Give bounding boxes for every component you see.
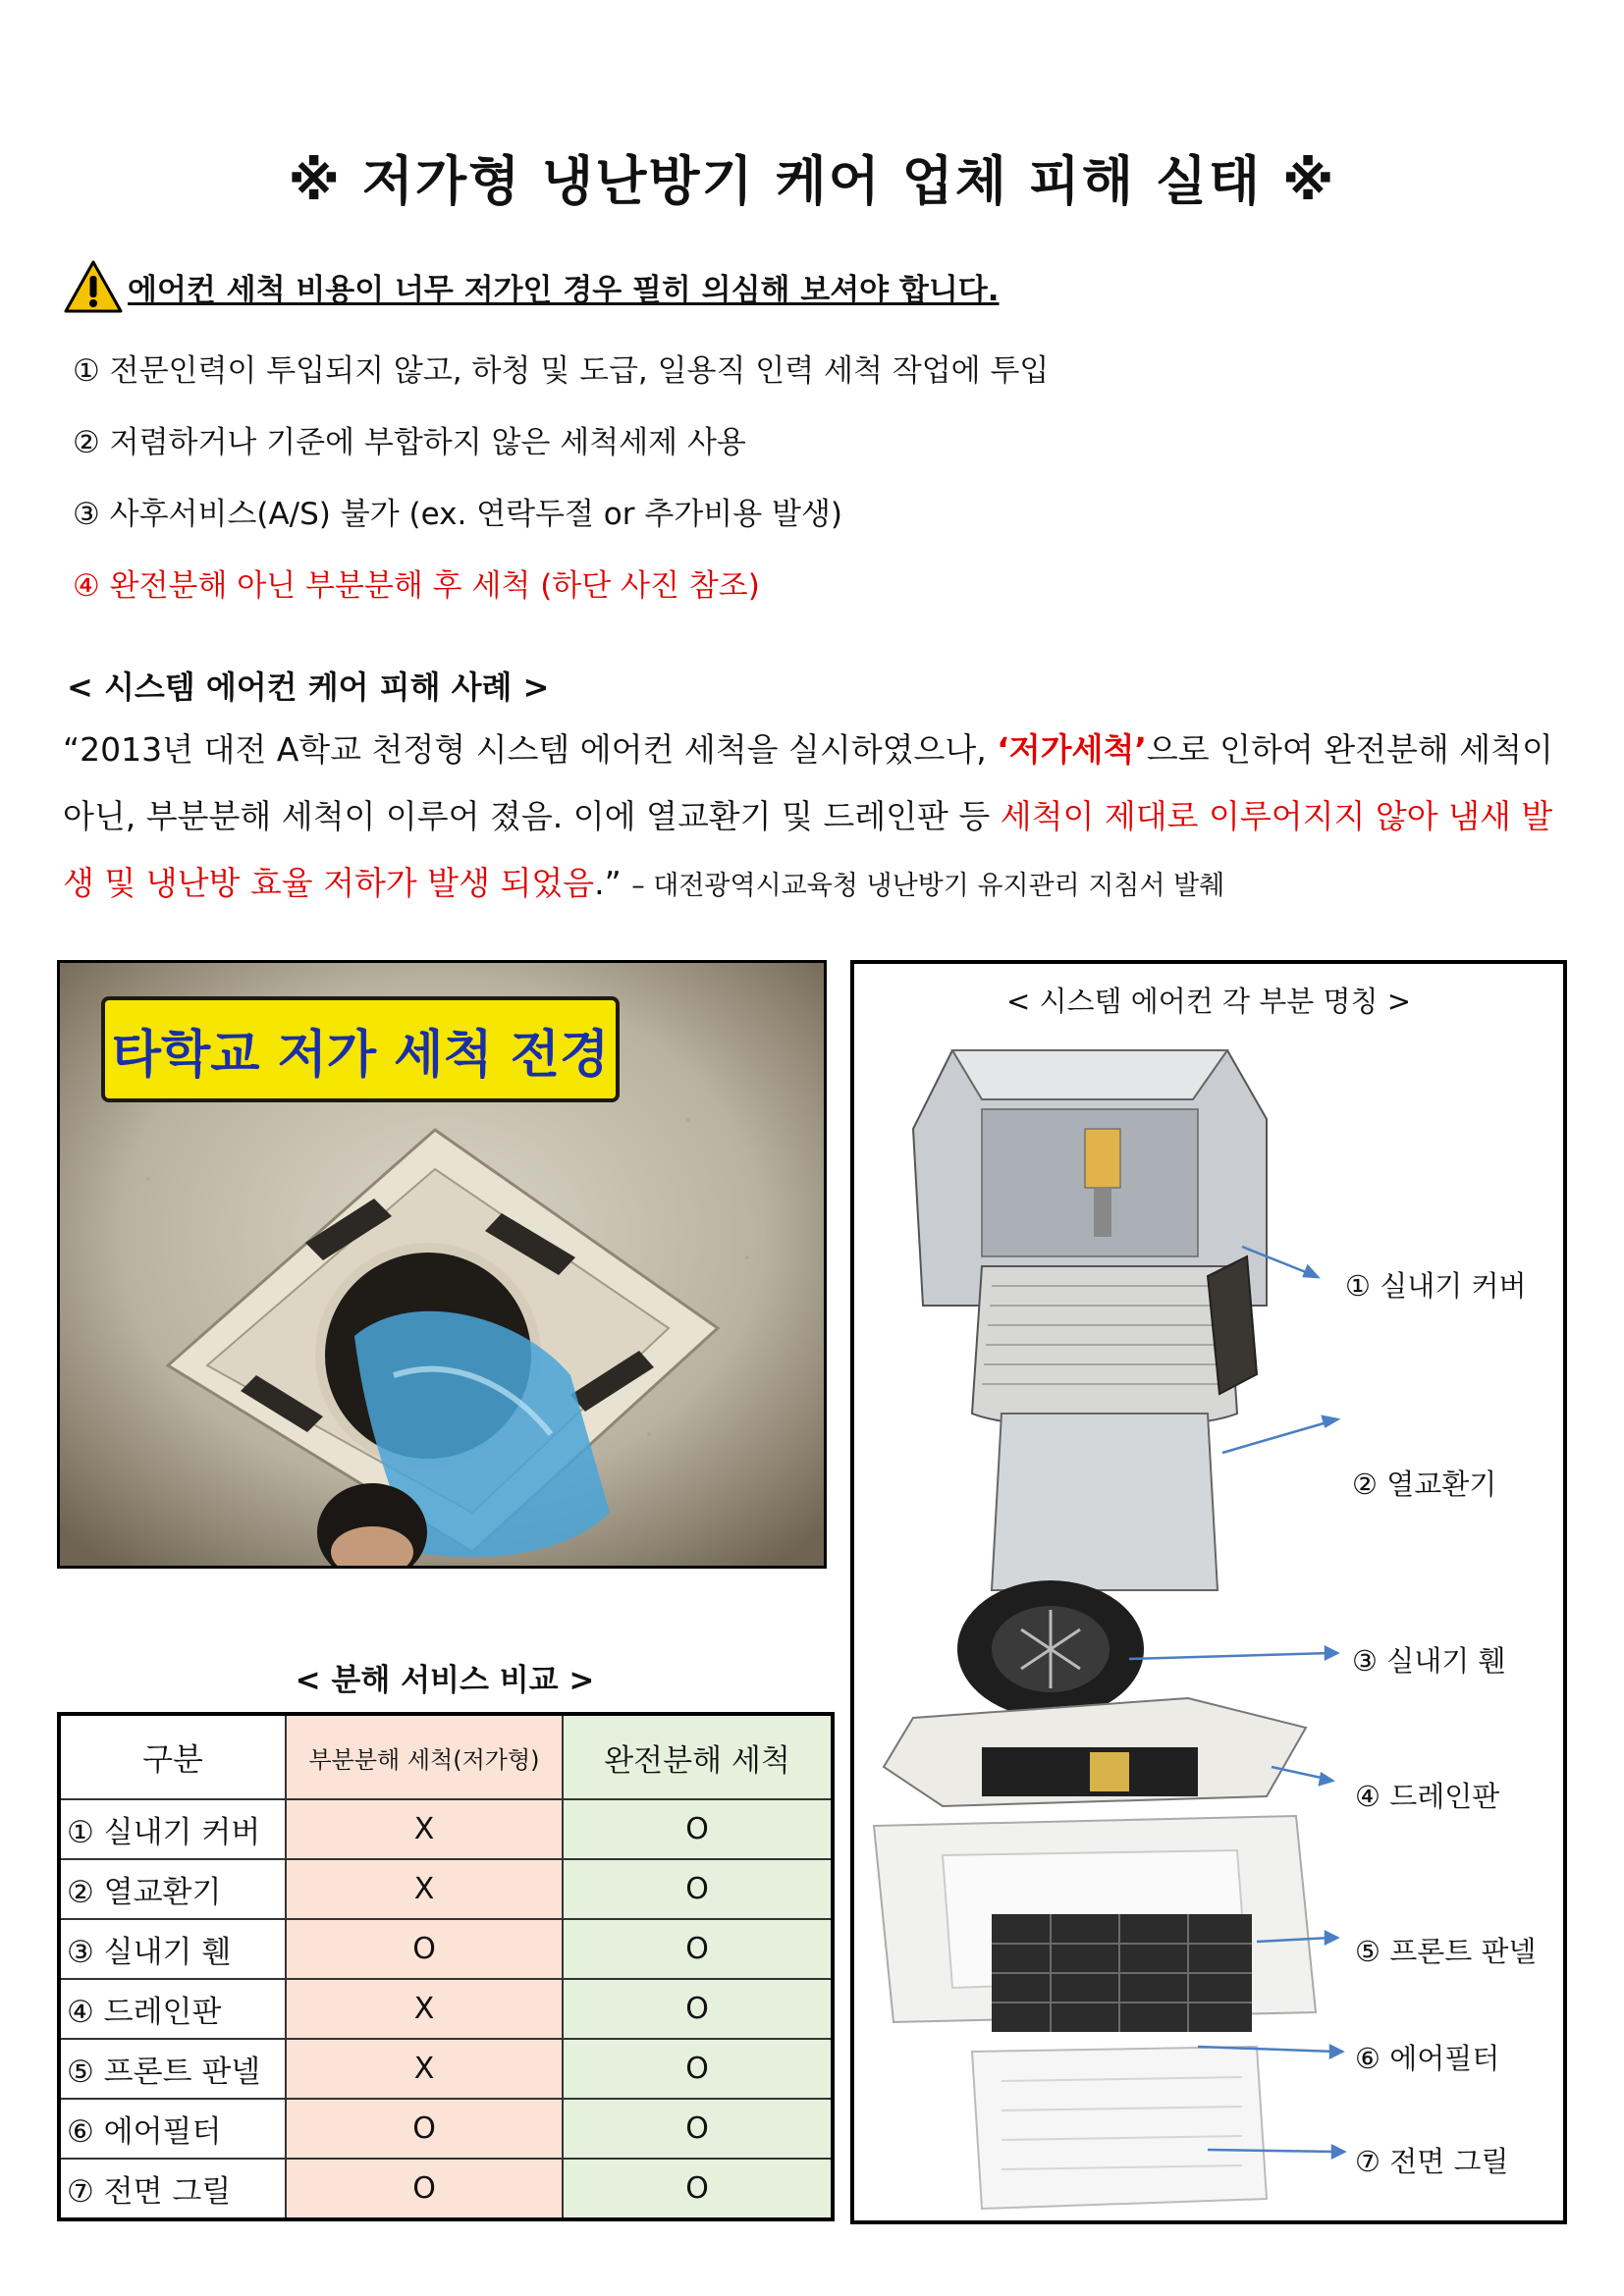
issue-item-1: ① 전문인력이 투입되지 않고, 하청 및 도급, 일용직 인력 세척 작업에 투입 [73, 353, 1050, 389]
table-row [59, 2159, 833, 2219]
part-label-cover: ① 실내기 커버 [1345, 1269, 1527, 1303]
row-partial-value: O [286, 2159, 563, 2219]
issue-item-3: ③ 사후서비스(A/S) 불가 (ex. 연락두절 or 추가비용 발생) [73, 497, 842, 532]
comparison-title: < 분해 서비스 비교 > [295, 1663, 595, 1698]
case-paragraph [63, 717, 1575, 920]
diagram-title: < 시스템 에어컨 각 부분 명칭 > [1005, 985, 1412, 1018]
row-full-value: O [563, 1799, 833, 1859]
part-label-heat-exchanger: ② 열교환기 [1352, 1468, 1497, 1501]
row-partial-value: O [286, 2099, 563, 2159]
case-highlight-damage: 세척이 제대로 이루어지지 않아 냄새 발생 및 냉난방 효율 저하가 발생 되었음 [63, 797, 1553, 902]
cleaning-photo [57, 960, 827, 1569]
table-row [59, 1859, 833, 1919]
case-text-2: 으로 인하여 완전분해 세척이 아닌, 부분분해 세척이 이루어 졌음. 이에 열교환기 및 드레인판 등 [63, 730, 1553, 835]
issue-item-4: ④ 완전분해 아닌 부분분해 후 세척 (하단 사진 참조) [73, 568, 760, 604]
warning-text: 에어컨 세척 비용이 너무 저가인 경우 필히 의심해 보셔야 합니다. [128, 272, 1000, 308]
row-partial-value: X [286, 1979, 563, 2039]
row-part: ⑤ 프론트 판넬 [59, 2039, 286, 2099]
table-row [59, 2099, 833, 2159]
row-part: ⑥ 에어필터 [59, 2099, 286, 2159]
table-row [59, 2039, 833, 2099]
row-full-value: O [563, 2159, 833, 2219]
page-title: ※ 저가형 냉난방기 케어 업체 피해 실태 ※ [288, 150, 1336, 212]
part-label-air-filter: ⑥ 에어필터 [1355, 2042, 1500, 2075]
row-partial-value: X [286, 1859, 563, 1919]
comparison-table [57, 1712, 835, 2221]
row-partial-value: X [286, 2039, 563, 2099]
row-part: ③ 실내기 휀 [59, 1919, 286, 1979]
row-full-value: O [563, 1859, 833, 1919]
case-source: – 대전광역시교육청 냉난방기 유지관리 지침서 발췌 [631, 871, 1225, 901]
row-part: ① 실내기 커버 [59, 1799, 286, 1859]
part-label-fan: ③ 실내기 휀 [1352, 1644, 1506, 1678]
row-full-value: O [563, 2039, 833, 2099]
header-full: 완전분해 세척 [563, 1714, 833, 1799]
part-label-front-grille: ⑦ 전면 그릴 [1355, 2145, 1509, 2178]
row-partial-value: X [286, 1799, 563, 1859]
table-row [59, 1799, 833, 1859]
row-part: ② 열교환기 [59, 1859, 286, 1919]
header-category: 구분 [59, 1714, 286, 1799]
warning-icon [63, 259, 124, 314]
photo-label: 타학교 저가 세척 전경 [101, 996, 620, 1102]
table-row [59, 1979, 833, 2039]
row-full-value: O [563, 2099, 833, 2159]
row-part: ⑦ 전면 그릴 [59, 2159, 286, 2219]
case-heading: < 시스템 에어컨 케어 피해 사례 > [67, 668, 550, 706]
header-partial: 부분분해 세척(저가형) [286, 1714, 563, 1799]
case-text-3: .” [594, 864, 632, 902]
issue-item-2: ② 저렴하거나 기준에 부합하지 않은 세척세제 사용 [73, 425, 746, 460]
warning-row [63, 257, 1000, 316]
case-text-1: “2013년 대전 A학교 천정형 시스템 에어컨 세척을 실시하였으나, [63, 730, 998, 769]
table-header-row [59, 1714, 833, 1799]
part-label-drain-pan: ④ 드레인판 [1355, 1780, 1500, 1813]
row-full-value: O [563, 1919, 833, 1979]
row-partial-value: O [286, 1919, 563, 1979]
table-row [59, 1919, 833, 1979]
part-label-front-panel: ⑤ 프론트 판넬 [1355, 1935, 1537, 1968]
row-full-value: O [563, 1979, 833, 2039]
case-highlight-low-cost: ‘저가세척’ [997, 730, 1147, 769]
row-part: ④ 드레인판 [59, 1979, 286, 2039]
